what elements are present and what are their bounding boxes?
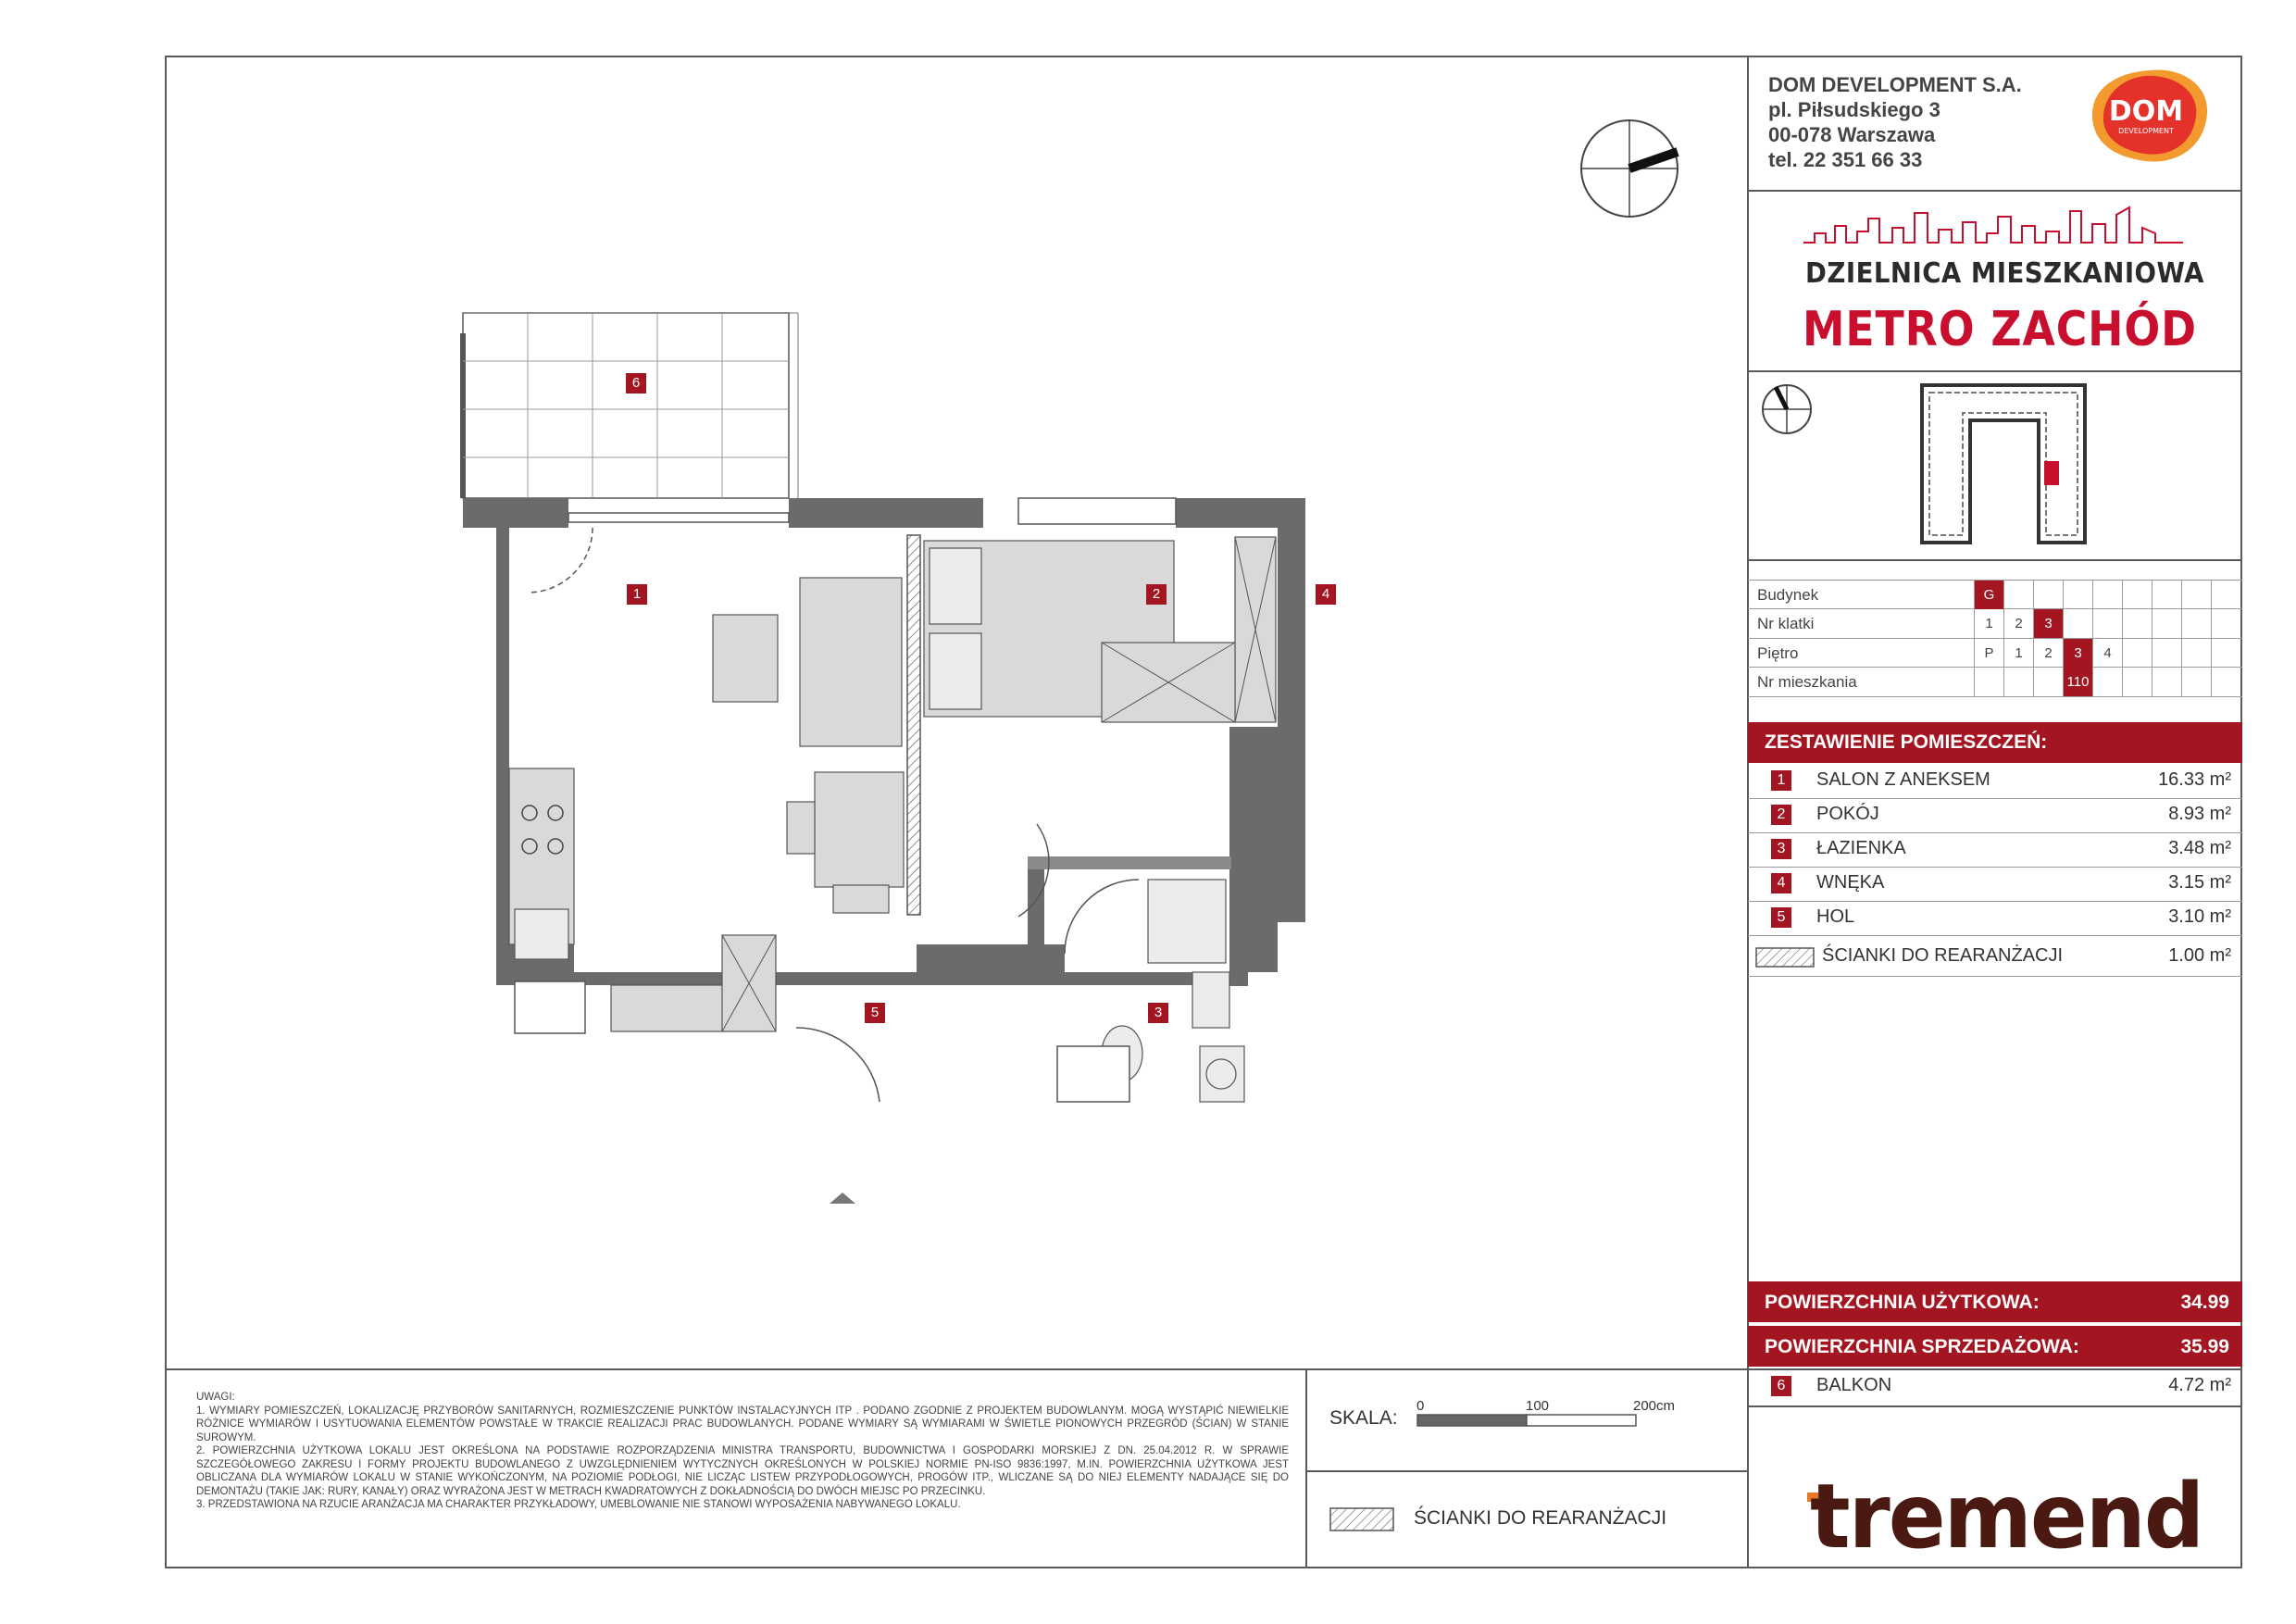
grid-cell-pietro-1: 1 [2015, 645, 2023, 661]
notes-item-2: 2. POWIERZCHNIA UŻYTKOWA LOKALU JEST OKREŚLONA NA PODSTAWIE ROZPORZĄDZENIA MINISTRA TRANSPORTU, BUDOWNICTWA I GOSPODARKI MORSKIEJ Z DN. 25.04.2012 R. W SPRAWIE SZCZEGÓŁOWEGO ZAKRESU I FORMY PROJEKTU BUDOWLANEGO Z UWZGLĘDNIENIEM WYTYCZNYCH OKREŚLONYCH W POLSKIEJ NORMIE PN-ISO 9836:1997, M.IN. POWIERZCHNIA UŻYTKOWA JEST OBLICZANA DLA WYMIARÓW LOKALU W STANIE WYKOŃCZONYM, NA POZIOMIE PODŁOGI, NIE LICZĄC LISTEW PRZYPODŁOGOWYCH, PROGÓW ITP., WLICZANE SĄ DO NIEJ ELEMENTY NADAJĄCE SIĘ DO DEMONTAŻU (TAKIE JAK: RURY, KANAŁY) ORAZ WYRAŻONA JEST W METRACH KWADRATOWYCH Z DOKŁADNOŚCIĄ DO DWÓCH MIEJSC PO PRZECINKU. [196, 1445, 1289, 1497]
balcony-area [463, 313, 798, 498]
room-number-badge: 3 [1771, 839, 1791, 859]
room-name: POKÓJ [1816, 804, 1879, 824]
rooms-header-text: ZESTAWIENIE POMIESZCZEŃ: [1765, 731, 2048, 753]
plan-label-6: 6 [626, 373, 646, 394]
keyplan-compass-icon [1761, 383, 1813, 435]
notes-item-1: 1. WYMIARY POMIESZCZEŃ, LOKALIZACJĘ PRZYBORÓW SANITARNYCH, ROZMIESZCZENIE PUNKTÓW INSTALACYJNYCH ITP . PODANO ZGODNIE Z PROJEKTEM BUDOWLANYM. MOGĄ WYSTĄPIĆ NIEWIELKIE RÓŻNICE WYMIARÓW I USYTUOWANIA ELEMENTÓW POWSTAŁE W TRAKCIE REALIZACJI PRAC BUDOWLANYCH. PODANE WYMIARY SĄ WYMIARAMI W ŚWIETLE PIONOWYCH PRZEGRÓD (ŚCIAN) W STANIE SUROWYM. [196, 1405, 1289, 1443]
plan-label-2: 2 [1146, 584, 1167, 605]
pillow [930, 548, 981, 624]
company-name: DOM DEVELOPMENT S.A. [1768, 73, 2022, 96]
legend-hatch-icon [1329, 1507, 1394, 1531]
district-title: DZIELNICA MIESZKANIOWA [1805, 257, 2204, 290]
rearrangement-row [1748, 941, 2242, 974]
room-row [1748, 902, 2242, 935]
room-number-badge: 2 [1771, 805, 1791, 825]
notes-title: UWAGI: [196, 1392, 235, 1403]
divider-brand [1748, 1405, 2242, 1407]
plan-label-1: 1 [627, 584, 647, 605]
room-area: 16.33 m² [2158, 769, 2231, 790]
tremend-logo: tremend [1810, 1465, 2203, 1568]
sale-area-bar [1748, 1326, 2242, 1367]
door-swing [1065, 880, 1139, 954]
room-name: SALON Z ANEKSEM [1816, 769, 1990, 790]
room-area: 3.10 m² [2168, 906, 2231, 927]
sofa [800, 578, 902, 746]
room-row [1748, 765, 2242, 798]
door-swing [796, 1028, 880, 1102]
room-number-badge: 1 [1771, 770, 1791, 791]
logo-dom-subtext: DEVELOPMENT [2118, 127, 2174, 135]
plan-label-4: 4 [1316, 584, 1336, 605]
balcony-area: 4.72 m² [2168, 1375, 2231, 1395]
grid-vline [2211, 580, 2212, 697]
partition-wall [907, 535, 920, 915]
grid-label-budynek: Budynek [1757, 586, 1819, 604]
bathroom-fixtures [1057, 880, 1244, 1102]
grid-vline [2181, 580, 2182, 697]
room-name: ŁAZIENKA [1816, 838, 1906, 858]
plan-label-3: 3 [1148, 1003, 1168, 1023]
door-swing [528, 528, 593, 593]
kitchen-lower-cabinet [611, 985, 726, 1031]
room-name: HOL [1816, 906, 1855, 927]
grid-cell-klatka-1: 1 [1985, 616, 1993, 631]
divider-scale-legend [1305, 1470, 1748, 1472]
room-number-badge: 6 [1771, 1376, 1791, 1396]
hatch-swatch-icon [1755, 947, 1815, 968]
bathroom-wall [1028, 856, 1231, 869]
balcony-name: BALKON [1816, 1375, 1892, 1395]
company-address-1: pl. Piłsudskiego 3 [1768, 98, 1940, 121]
entrance-marker [830, 1193, 855, 1204]
company-info [1768, 72, 2022, 172]
room-name: WNĘKA [1816, 872, 1885, 893]
chair [833, 885, 889, 913]
divider-header [1748, 190, 2242, 192]
grid-cell-budynek-g: G [1975, 581, 2003, 609]
grid-label-klatka: Nr klatki [1757, 615, 1815, 632]
room-area: 8.93 m² [2168, 804, 2231, 824]
grid-cell-klatka-2: 2 [2015, 616, 2023, 631]
room-divider [1748, 935, 2242, 936]
rearrangement-name: ŚCIANKI DO REARANŻACJI [1822, 945, 2064, 966]
room-area: 3.48 m² [2168, 838, 2231, 858]
room-number-badge: 5 [1771, 907, 1791, 928]
divider-keyplan [1748, 559, 2242, 561]
balcony-row [1748, 1370, 2242, 1404]
grid-cell-mieszkanie-110: 110 [2064, 668, 2092, 696]
pillow [930, 633, 981, 709]
grid-cell-klatka-3: 3 [2034, 609, 2063, 638]
grid-cell-pietro-4: 4 [2103, 645, 2112, 661]
grid-cell-pietro-2: 2 [2044, 645, 2053, 661]
keyplan-building [1920, 383, 2087, 544]
grid-vline [2122, 580, 2123, 697]
notes-block [196, 1391, 1289, 1512]
table [713, 615, 778, 702]
dom-development-logo [2087, 65, 2213, 167]
plan-label-5: 5 [865, 1003, 885, 1023]
rearrangement-area: 1.00 m² [2168, 945, 2231, 966]
room-row [1748, 868, 2242, 901]
chair [787, 802, 815, 854]
compass-icon [1578, 117, 1681, 220]
legend-text: ŚCIANKI DO REARANŻACJI [1414, 1507, 1667, 1529]
sale-area-label: POWIERZCHNIA SPRZEDAŻOWA: [1765, 1336, 2079, 1357]
usable-area-label: POWIERZCHNIA UŻYTKOWA: [1765, 1292, 2040, 1313]
grid-label-pietro: Piętro [1757, 644, 1799, 662]
window [568, 513, 789, 522]
sale-area-value: 35.99 [2180, 1336, 2229, 1357]
scale-label: SKALA: [1329, 1407, 1398, 1429]
room-row [1748, 833, 2242, 867]
divider-scale [1305, 1368, 1307, 1568]
notes-item-3: 3. PRZEDSTAWIONA NA RZUCIE ARANŻACJA MA CHARAKTER PRZYKŁADOWY, UMEBLOWANIE NIE STANOWI WYPOSAŻENIA NABYWANEGO LOKALU. [196, 1499, 961, 1510]
grid-line-4 [1748, 696, 2242, 697]
scale-tick-200: 200cm [1633, 1398, 1676, 1414]
company-phone: tel. 22 351 66 33 [1768, 148, 1923, 171]
scale-tick-0: 0 [1416, 1398, 1425, 1414]
room-divider [1748, 976, 2242, 977]
logo-dom-text: DOM [2108, 95, 2184, 128]
usable-area-value: 34.99 [2180, 1292, 2229, 1313]
room-row [1748, 799, 2242, 832]
usable-area-bar [1748, 1281, 2242, 1322]
grid-cell-pietro-p: P [1984, 645, 1994, 661]
company-address-2: 00-078 Warszawa [1768, 123, 1936, 146]
floor-plan [454, 306, 1491, 1213]
rooms-header [1748, 722, 2242, 763]
window [1018, 498, 1176, 524]
grid-label-mieszkanie: Nr mieszkania [1757, 673, 1857, 691]
divider-district [1748, 370, 2242, 372]
skyline-icon [1803, 206, 2183, 248]
scale-bar [1416, 1411, 1639, 1430]
room-area: 3.15 m² [2168, 872, 2231, 893]
dining-table [815, 772, 904, 887]
kitchen [509, 768, 585, 1033]
room-number-badge: 4 [1771, 873, 1791, 893]
grid-cell-pietro-3: 3 [2064, 639, 2092, 668]
scale-tick-100: 100 [1526, 1398, 1550, 1414]
district-name: METRO ZACHÓD [1803, 302, 2198, 357]
